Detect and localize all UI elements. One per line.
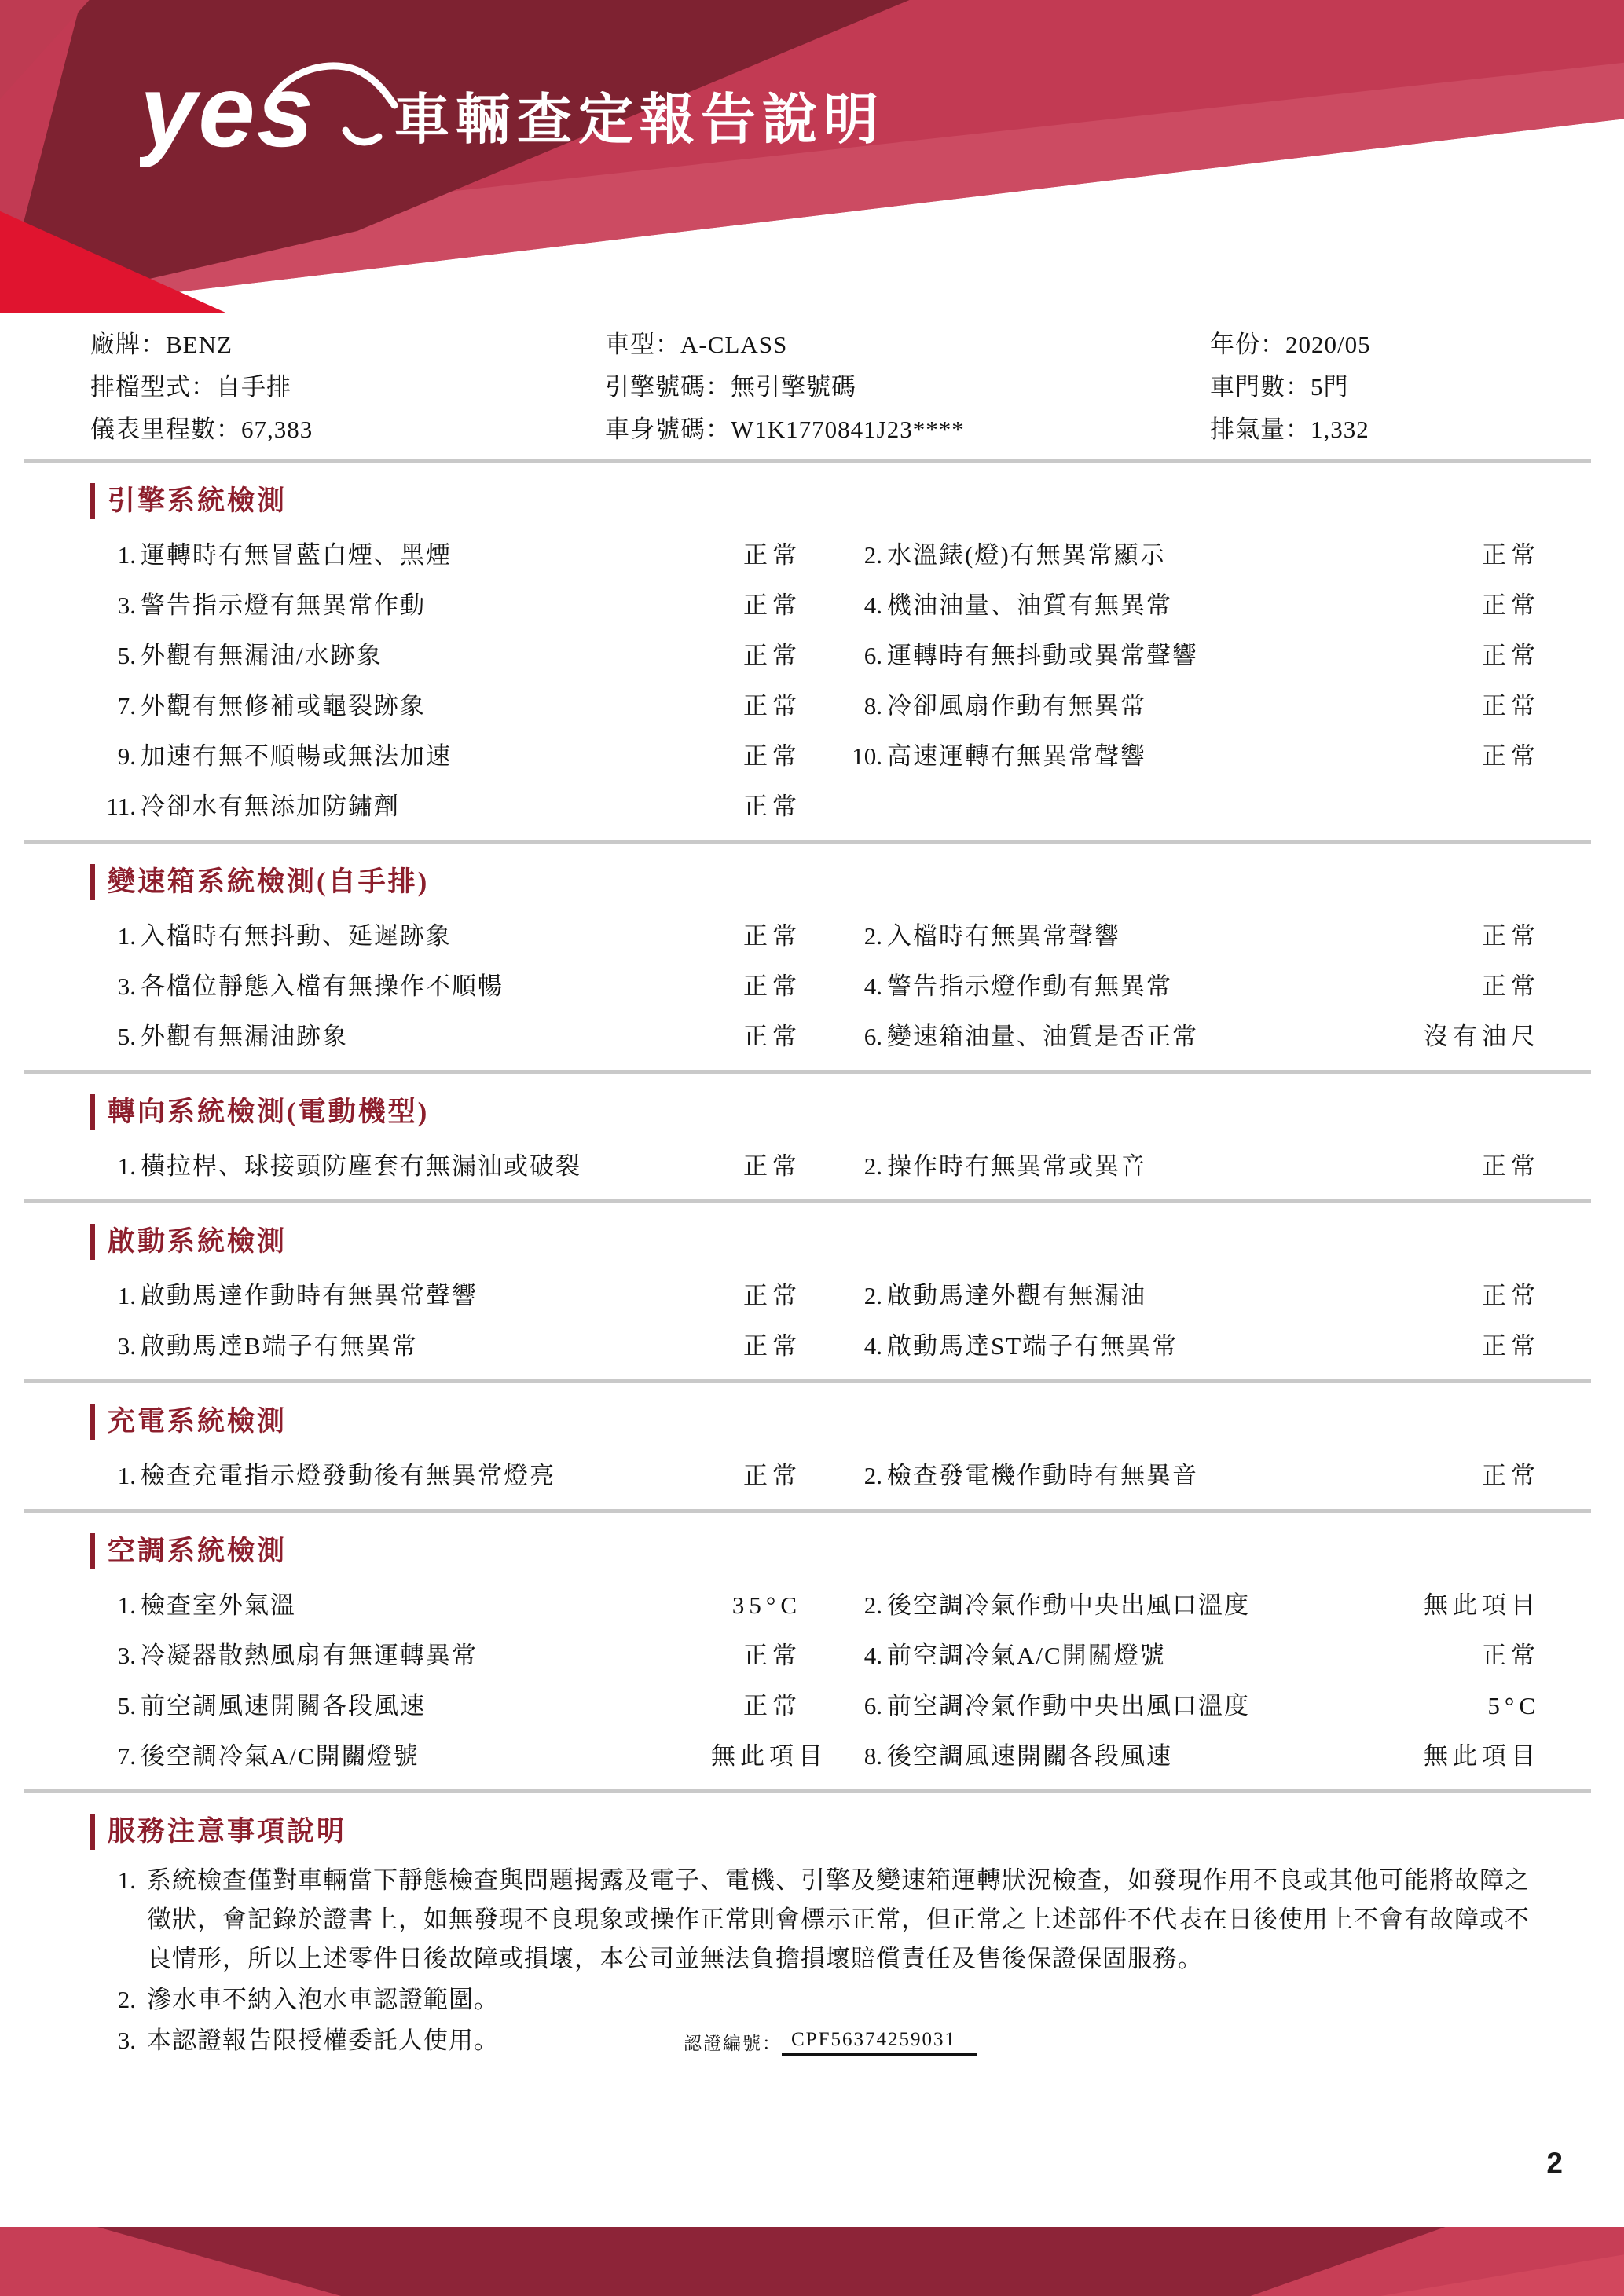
section-title-text: 充電系統檢測 bbox=[108, 1406, 288, 1437]
info-value: A-CLASS bbox=[680, 331, 788, 358]
info-value: 5門 bbox=[1311, 373, 1349, 401]
inspection-row bbox=[90, 1321, 1540, 1371]
inspection-row bbox=[90, 530, 1540, 580]
item-label-l: 入檔時有無抖動、延遲跡象 bbox=[141, 922, 452, 950]
item-number-r: 8. bbox=[863, 1742, 882, 1770]
item-number-l: 1. bbox=[117, 922, 136, 950]
inspection-section bbox=[90, 864, 1540, 1074]
item-label-l: 啟動馬達作動時有無異常聲響 bbox=[141, 1282, 478, 1309]
item-result-l: 正常 bbox=[743, 922, 801, 950]
item-result-r bbox=[1414, 782, 1540, 832]
inspection-section bbox=[90, 1094, 1540, 1203]
item-label-r: 後空調冷氣作動中央出風口溫度 bbox=[887, 1591, 1250, 1619]
item-label-r: 檢查發電機作動時有無異音 bbox=[887, 1462, 1198, 1489]
item-result-l: 正常 bbox=[743, 1642, 801, 1669]
section-title bbox=[90, 1094, 1540, 1130]
inspection-row bbox=[90, 1141, 1540, 1192]
item-label-r: 冷卻風扇作動有無異常 bbox=[887, 692, 1146, 720]
item-result-l: 正常 bbox=[743, 692, 801, 720]
inspection-row bbox=[90, 911, 1540, 961]
section-divider bbox=[24, 1789, 1591, 1793]
item-label-r: 入檔時有無異常聲響 bbox=[887, 922, 1120, 950]
section-divider bbox=[24, 1509, 1591, 1513]
item-number-r: 2. bbox=[863, 1462, 882, 1489]
section-title-text: 變速箱系統檢測(自手排) bbox=[108, 866, 430, 897]
item-result-r: 正常 bbox=[1482, 1642, 1540, 1669]
item-number-l: 1. bbox=[117, 1152, 136, 1180]
item-result-l: 正常 bbox=[743, 1332, 801, 1360]
item-label-l: 外觀有無漏油跡象 bbox=[141, 1023, 348, 1050]
item-label-l: 後空調冷氣A/C開關燈號 bbox=[141, 1742, 420, 1770]
info-label: 車身號碼： bbox=[605, 416, 731, 443]
note-text: 本認證報告限授權委託人使用。 bbox=[147, 2027, 499, 2054]
inspection-section bbox=[90, 1533, 1540, 1793]
item-label-r: 變速箱油量、油質是否正常 bbox=[887, 1023, 1198, 1050]
info-label: 排檔型式： bbox=[90, 373, 216, 401]
info-label: 車型： bbox=[605, 331, 680, 358]
item-label-r: 操作時有無異常或異音 bbox=[887, 1152, 1146, 1180]
item-label-l: 啟動馬達B端子有無異常 bbox=[141, 1332, 418, 1360]
note-item bbox=[90, 1861, 1540, 1979]
item-label-l: 外觀有無漏油/水跡象 bbox=[141, 642, 383, 669]
cert-number-label: 認證編號： bbox=[684, 2034, 782, 2053]
section-divider bbox=[24, 459, 1591, 463]
section-divider bbox=[24, 840, 1591, 844]
item-result-r: 無此項目 bbox=[1424, 1591, 1540, 1619]
item-result-l: 正常 bbox=[743, 972, 801, 1000]
item-result-r: 正常 bbox=[1482, 1462, 1540, 1489]
item-number-l: 3. bbox=[117, 1642, 136, 1669]
section-title bbox=[90, 1224, 1540, 1260]
item-label-l: 警告指示燈有無異常作動 bbox=[141, 591, 426, 619]
item-result-r: 正常 bbox=[1482, 591, 1540, 619]
item-number-r: 2. bbox=[863, 541, 882, 569]
note-number: 2. bbox=[117, 1986, 136, 2013]
cert-number-value: CPF56374259031 bbox=[782, 2028, 977, 2056]
inspection-row bbox=[90, 631, 1540, 681]
item-label-r: 前空調冷氣A/C開關燈號 bbox=[887, 1642, 1166, 1669]
item-label-l: 加速有無不順暢或無法加速 bbox=[141, 742, 452, 770]
inspection-row bbox=[90, 782, 1540, 832]
item-result-r: 正常 bbox=[1482, 742, 1540, 770]
item-label-l: 各檔位靜態入檔有無操作不順暢 bbox=[141, 972, 504, 1000]
inspection-section bbox=[90, 1404, 1540, 1513]
item-number-l: 9. bbox=[117, 742, 136, 770]
item-label-l: 前空調風速開關各段風速 bbox=[141, 1692, 426, 1719]
section-divider bbox=[24, 1379, 1591, 1383]
item-result-l: 35°C bbox=[731, 1591, 801, 1619]
note-text: 系統檢查僅對車輛當下靜態檢查與問題揭露及電子、電機、引擎及變速箱運轉狀況檢查，如發現作用不良或其他可能將故障之徵狀，會記錄於證書上，如無發現不良現象或操作正常則會標示正常，但正常之上述部件不代表在日後使用上不會有故障或不良情形，所以上述零件日後故障或損壞，本公司並無法負擔損壞賠償責任及售後保證保固服務。 bbox=[147, 1866, 1530, 1972]
info-field bbox=[605, 324, 1210, 366]
item-number-l: 5. bbox=[117, 1692, 136, 1719]
info-field bbox=[605, 366, 1210, 408]
cert-number bbox=[684, 2021, 977, 2060]
section-rows bbox=[90, 911, 1540, 1062]
item-label-l: 橫拉桿、球接頭防塵套有無漏油或破裂 bbox=[141, 1152, 581, 1180]
yes-logo bbox=[140, 38, 399, 179]
inspection-row bbox=[90, 1451, 1540, 1501]
info-value: W1K1770841J23**** bbox=[731, 416, 965, 443]
item-number-l: 1. bbox=[117, 541, 136, 569]
note-item bbox=[90, 1980, 1540, 2020]
item-result-l: 正常 bbox=[743, 642, 801, 669]
inspection-row bbox=[90, 1012, 1540, 1062]
item-result-r: 正常 bbox=[1482, 1152, 1540, 1180]
section-title bbox=[90, 864, 1540, 900]
section-title-text: 空調系統檢測 bbox=[108, 1536, 288, 1566]
item-label-r: 高速運轉有無異常聲響 bbox=[887, 742, 1146, 770]
item-number-r: 4. bbox=[863, 1332, 882, 1360]
item-number-l: 3. bbox=[117, 972, 136, 1000]
section-title bbox=[90, 1533, 1540, 1569]
item-label-r: 啟動馬達ST端子有無異常 bbox=[887, 1332, 1179, 1360]
section-divider bbox=[24, 1070, 1591, 1074]
item-result-l: 正常 bbox=[743, 1462, 801, 1489]
item-number-r: 4. bbox=[863, 972, 882, 1000]
item-number-r: 2. bbox=[863, 1591, 882, 1619]
section-rows bbox=[90, 1451, 1540, 1501]
inspection-row bbox=[90, 961, 1540, 1012]
item-result-l: 正常 bbox=[743, 742, 801, 770]
inspection-row bbox=[90, 1631, 1540, 1681]
item-label-l: 檢查室外氣溫 bbox=[141, 1591, 296, 1619]
info-value: 67,383 bbox=[241, 416, 313, 443]
vehicle-info bbox=[90, 324, 1540, 451]
info-field bbox=[90, 408, 605, 451]
page-number: 2 bbox=[1546, 2147, 1563, 2179]
item-number-r: 4. bbox=[863, 1642, 882, 1669]
section-title-text: 轉向系統檢測(電動機型) bbox=[108, 1097, 430, 1127]
item-result-l: 正常 bbox=[743, 541, 801, 569]
info-label: 引擎號碼： bbox=[605, 373, 731, 401]
item-result-r: 正常 bbox=[1482, 541, 1540, 569]
info-field bbox=[1210, 366, 1540, 408]
item-label-r: 前空調冷氣作動中央出風口溫度 bbox=[887, 1692, 1250, 1719]
info-field bbox=[1210, 324, 1540, 366]
item-label-l: 冷凝器散熱風扇有無運轉異常 bbox=[141, 1642, 478, 1669]
info-label: 排氣量： bbox=[1210, 416, 1311, 443]
item-label-r: 啟動馬達外觀有無漏油 bbox=[887, 1282, 1146, 1309]
footer-banner bbox=[0, 2227, 1624, 2296]
inspection-row bbox=[90, 731, 1540, 782]
item-number-r: 6. bbox=[863, 642, 882, 669]
info-field bbox=[605, 408, 1210, 451]
inspection-section bbox=[90, 1224, 1540, 1383]
item-result-l: 無此項目 bbox=[711, 1742, 827, 1770]
item-number-r: 2. bbox=[863, 1152, 882, 1180]
info-label: 廠牌： bbox=[90, 331, 166, 358]
info-label: 車門數： bbox=[1210, 373, 1311, 401]
item-result-r: 正常 bbox=[1482, 1282, 1540, 1309]
item-label-l: 運轉時有無冒藍白煙、黑煙 bbox=[141, 541, 452, 569]
info-value: 2020/05 bbox=[1285, 331, 1371, 358]
item-number-r: 6. bbox=[863, 1692, 882, 1719]
item-label-r: 水溫錶(燈)有無異常顯示 bbox=[887, 541, 1166, 569]
info-value: 1,332 bbox=[1311, 416, 1369, 443]
item-result-r: 正常 bbox=[1482, 1332, 1540, 1360]
notes-section bbox=[90, 1814, 1540, 2060]
item-number-r: 4. bbox=[863, 591, 882, 619]
notes-title: 服務注意事項說明 bbox=[90, 1814, 1540, 1850]
item-result-r: 正常 bbox=[1482, 972, 1540, 1000]
inspection-row bbox=[90, 1731, 1540, 1782]
item-result-r: 正常 bbox=[1482, 922, 1540, 950]
item-number-l: 5. bbox=[117, 642, 136, 669]
item-number-l: 1. bbox=[117, 1282, 136, 1309]
item-result-r: 正常 bbox=[1482, 642, 1540, 669]
inspection-row bbox=[90, 1580, 1540, 1631]
item-label-l: 檢查充電指示燈發動後有無異常燈亮 bbox=[141, 1462, 555, 1489]
section-rows bbox=[90, 1271, 1540, 1371]
item-result-r: 5°C bbox=[1487, 1692, 1540, 1719]
info-field bbox=[1210, 408, 1540, 451]
info-value: BENZ bbox=[166, 331, 233, 358]
item-label-r: 後空調風速開關各段風速 bbox=[887, 1742, 1172, 1770]
section-divider bbox=[24, 1199, 1591, 1203]
inspection-row bbox=[90, 681, 1540, 731]
report-content bbox=[90, 313, 1540, 2062]
item-number-r: 2. bbox=[863, 1282, 882, 1309]
info-value: 自手排 bbox=[216, 373, 291, 401]
item-number-r: 8. bbox=[863, 692, 882, 720]
item-label-l: 外觀有無修補或龜裂跡象 bbox=[141, 692, 426, 720]
inspection-row bbox=[90, 1681, 1540, 1731]
item-result-r: 無此項目 bbox=[1424, 1742, 1540, 1770]
inspection-row bbox=[90, 1271, 1540, 1321]
sections bbox=[90, 483, 1540, 1793]
item-number-l: 7. bbox=[117, 692, 136, 720]
item-result-l: 正常 bbox=[743, 1282, 801, 1309]
info-value: 無引擎號碼 bbox=[731, 373, 856, 401]
note-number: 3. bbox=[117, 2027, 136, 2054]
info-label: 年份： bbox=[1210, 331, 1285, 358]
info-label: 儀表里程數： bbox=[90, 416, 241, 443]
item-number-l: 3. bbox=[117, 591, 136, 619]
section-title-text: 啟動系統檢測 bbox=[108, 1226, 288, 1257]
item-number-l: 7. bbox=[117, 1742, 136, 1770]
note-number: 1. bbox=[117, 1866, 136, 1894]
item-number-l: 3. bbox=[117, 1332, 136, 1360]
item-result-l: 正常 bbox=[743, 1152, 801, 1180]
section-title bbox=[90, 1404, 1540, 1440]
item-result-l: 正常 bbox=[743, 793, 801, 820]
section-rows bbox=[90, 1580, 1540, 1782]
item-label-r: 機油油量、油質有無異常 bbox=[887, 591, 1172, 619]
logo-text: yes bbox=[140, 53, 315, 168]
page-title: 車輛查定報告說明 bbox=[394, 89, 885, 150]
note-item bbox=[90, 2021, 1540, 2060]
item-result-l: 正常 bbox=[743, 1692, 801, 1719]
item-label-r: 運轉時有無抖動或異常聲響 bbox=[887, 642, 1198, 669]
item-number-r: 10. bbox=[852, 742, 882, 770]
header-banner bbox=[0, 0, 1624, 330]
item-number-l: 1. bbox=[117, 1591, 136, 1619]
section-title bbox=[90, 483, 1540, 519]
item-result-l: 正常 bbox=[743, 591, 801, 619]
info-field bbox=[90, 324, 605, 366]
item-number-l: 5. bbox=[117, 1023, 136, 1050]
section-title-text: 引擎系統檢測 bbox=[108, 485, 288, 516]
item-result-r: 沒有油尺 bbox=[1424, 1023, 1540, 1050]
section-rows bbox=[90, 530, 1540, 832]
item-number-r: 2. bbox=[863, 922, 882, 950]
note-text: 滲水車不納入泡水車認證範圍。 bbox=[147, 1986, 499, 2013]
inspection-section bbox=[90, 483, 1540, 844]
section-rows bbox=[90, 1141, 1540, 1192]
info-field bbox=[90, 366, 605, 408]
item-label-l: 冷卻水有無添加防鏽劑 bbox=[141, 793, 400, 820]
item-number-l: 1. bbox=[117, 1462, 136, 1489]
item-label-r: 警告指示燈作動有無異常 bbox=[887, 972, 1172, 1000]
item-result-r: 正常 bbox=[1482, 692, 1540, 720]
notes-list bbox=[90, 1861, 1540, 2060]
item-number-r: 6. bbox=[863, 1023, 882, 1050]
inspection-row bbox=[90, 580, 1540, 631]
item-result-l: 正常 bbox=[743, 1023, 801, 1050]
item-number-l: 11. bbox=[106, 793, 136, 820]
